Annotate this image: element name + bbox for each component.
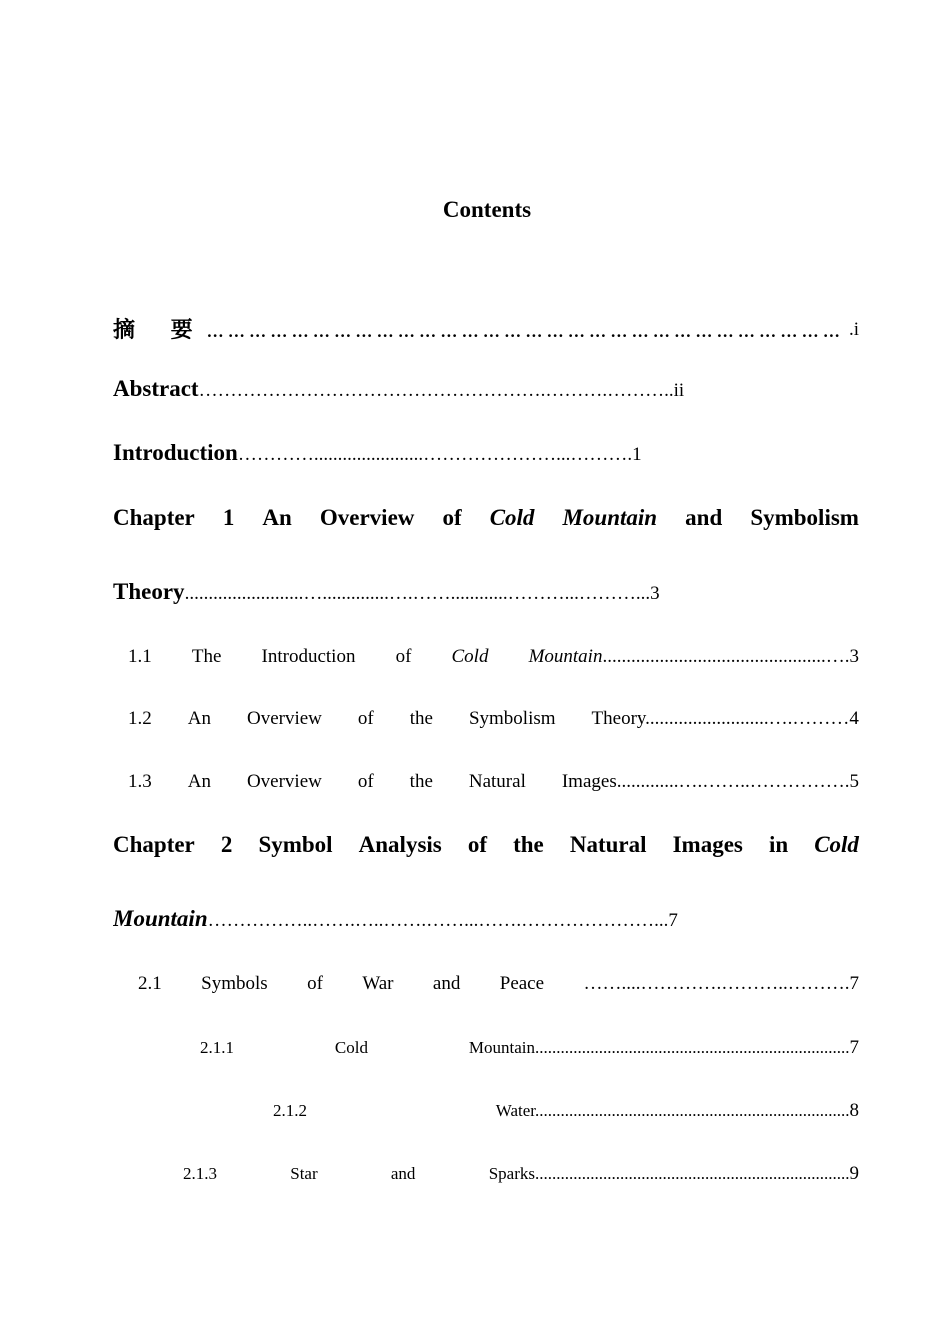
toc-entry-label: Theory — [113, 579, 185, 604]
toc-word: Symbolism — [468, 708, 556, 729]
toc-word: of — [357, 771, 374, 792]
toc-word: Natural — [468, 771, 526, 792]
toc-page-number: 5 — [849, 771, 859, 792]
toc-word: An — [187, 708, 211, 729]
toc-word: of — [307, 973, 323, 994]
toc-section-number: 1.3 — [128, 771, 152, 792]
toc-leader-dots: ……....………….………..………. — [583, 973, 850, 994]
toc-entry-label: Mountain — [113, 906, 208, 931]
toc-leader-dots: … … … … … … … … … … … … … … … … … … … … … … … … … … … … … … — [206, 322, 840, 341]
toc-entry-1-3[interactable] — [128, 771, 859, 793]
toc-entry-2-1[interactable] — [138, 973, 859, 995]
toc-word: Mountain — [562, 505, 658, 530]
toc-word: Chapter — [113, 832, 195, 857]
toc-word: An — [187, 771, 211, 792]
toc-word: and — [432, 973, 461, 994]
toc-word: Overview — [319, 505, 415, 530]
toc-word: Cold — [334, 1038, 368, 1057]
toc-entry-1-1[interactable] — [128, 646, 859, 668]
toc-page-number: 4 — [849, 708, 859, 729]
toc-page-number: 1 — [632, 444, 642, 465]
page-title: Contents — [442, 197, 532, 222]
toc-leader-dots: .........................…..............….……............………...………... — [184, 583, 651, 604]
toc-page-number: 9 — [849, 1163, 859, 1184]
toc-word: Symbols — [201, 973, 268, 994]
toc-word: Natural — [569, 832, 647, 857]
toc-section-number: 2.1.3 — [183, 1164, 217, 1183]
toc-word: of — [442, 505, 462, 530]
toc-page-number: 3 — [650, 583, 660, 604]
toc-entry-chapter2[interactable] — [113, 832, 859, 858]
toc-leader-dots: ..........................….……… — [645, 708, 850, 729]
toc-word: Cold — [489, 505, 535, 530]
toc-word: Mountain — [528, 646, 603, 667]
toc-word: and — [390, 1164, 416, 1183]
toc-leader-dots: ………….......................…………………...………. — [237, 444, 633, 465]
toc-page-number: .3 — [844, 646, 859, 667]
toc-word: Cold — [451, 646, 489, 667]
toc-section-number: 2.1 — [138, 973, 162, 994]
toc-word: of — [467, 832, 487, 857]
toc-page-number: ii — [673, 380, 685, 401]
toc-leader-dots: ...............................................… — [602, 646, 845, 667]
toc-entry-2-1-3[interactable] — [183, 1163, 859, 1185]
toc-word: of — [357, 708, 374, 729]
toc-entry-2-1-2[interactable] — [273, 1100, 859, 1122]
toc-word: Sparks — [488, 1164, 535, 1183]
toc-word: the — [409, 771, 433, 792]
toc-entry-abstract[interactable] — [113, 376, 859, 402]
toc-word: Mountain — [468, 1038, 535, 1057]
toc-word: Symbol — [258, 832, 333, 857]
toc-page-number: 7 — [849, 1037, 859, 1058]
toc-entry-introduction[interactable] — [113, 440, 859, 466]
toc-leader-dots: ……………………………………………….……….……….. — [198, 380, 674, 401]
toc-entry-chapter1[interactable] — [113, 505, 859, 531]
toc-page-number: 7 — [668, 910, 678, 931]
toc-entry-zhaiyao[interactable] — [113, 313, 859, 344]
toc-word: Symbolism — [750, 505, 859, 530]
toc-entry-chapter2-cont[interactable] — [113, 906, 859, 932]
toc-section-number: 1.2 — [128, 708, 152, 729]
toc-entry-1-2[interactable] — [128, 708, 859, 730]
toc-word: An — [262, 505, 292, 530]
toc-word: and — [685, 505, 723, 530]
toc-word: of — [395, 646, 412, 667]
toc-entry-label: 摘 要 — [113, 318, 207, 343]
toc-word: Introduction — [261, 646, 356, 667]
toc-page-number: 8 — [849, 1100, 859, 1121]
toc-leader-dots: .......................................................................... — [535, 1101, 850, 1120]
toc-word: Water — [495, 1101, 535, 1120]
toc-word: Overview — [246, 708, 322, 729]
toc-word: Analysis — [358, 832, 442, 857]
toc-word: the — [513, 832, 544, 857]
toc-entry-label: Abstract — [113, 376, 199, 401]
toc-word: in — [768, 832, 789, 857]
toc-word: Star — [290, 1164, 318, 1183]
toc-word: Peace — [499, 973, 545, 994]
toc-leader-dots: .......................................................................... — [534, 1038, 850, 1057]
toc-page-number: 7 — [849, 973, 859, 994]
toc-word: Cold — [814, 832, 859, 857]
toc-section-number: 2.1.1 — [200, 1038, 234, 1057]
toc-entry-chapter1-cont[interactable] — [113, 579, 859, 605]
toc-leader-dots: .......................................................................... — [534, 1164, 850, 1183]
toc-section-number: 1.1 — [128, 646, 152, 667]
toc-word: Images — [672, 832, 743, 857]
toc-entry-2-1-1[interactable] — [200, 1037, 859, 1059]
toc-word: War — [362, 973, 394, 994]
toc-leader-dots: .............….……..……………. — [616, 771, 850, 792]
toc-word: Chapter — [113, 505, 195, 530]
toc-page-number: .i — [848, 319, 859, 340]
toc-word: The — [191, 646, 222, 667]
toc-word: the — [409, 708, 433, 729]
toc-word: Theory — [591, 708, 646, 729]
toc-section-number: 2.1.2 — [273, 1101, 307, 1120]
toc-word: 1 — [222, 505, 235, 530]
toc-word: Images — [561, 771, 617, 792]
toc-word: Overview — [246, 771, 322, 792]
toc-entry-label: Introduction — [113, 440, 238, 465]
toc-word: 2 — [220, 832, 233, 857]
toc-leader-dots: ……………..…….…..…….……...…….…………………... — [207, 910, 669, 931]
